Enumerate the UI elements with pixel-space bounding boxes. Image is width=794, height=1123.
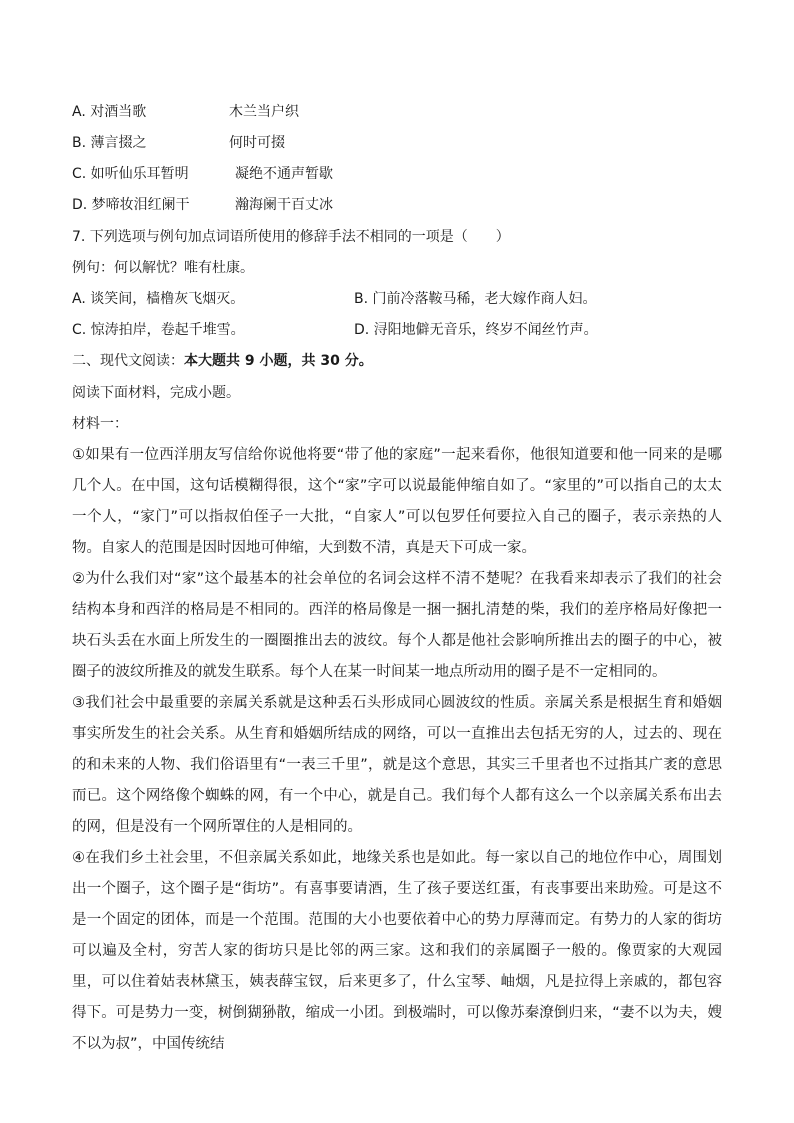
paragraph-2: ②为什么我们对“家”这个最基本的社会单位的名词会这样不清不楚呢？在我看来却表示了我们的社会结构本身和西洋的格局是不相同的。西洋的格局像是一捆一捆扎清楚的柴，我们的差序格局好像把一块石头丢在水面上所发生的一圈圈推出去的波纹。每个人都是他社会影响所推出去的圈子的中心，被圈子的波纹所推及的就发生联系。每个人在某一时间某一地点所动用的圈子是不一定相同的。 — [72, 571, 722, 680]
paragraph-4: ④在我们乡土社会里，不但亲属关系如此，地缘关系也是如此。每一家以自己的地位作中心，周围划出一个圈子，这个圈子是“街坊”。有喜事要请酒，生了孩子要送红蛋，有丧事要出来助殓。可是这不是一个固定的团体，而是一个范围。范围的大小也要依着中心的势力厚薄而定。有势力的人家的街坊可以遍及全村，穷苦人家的街坊只是比邻的两三家。这和我们的亲属圈子一般的。像贾家的大观园里，可以住着姑表林黛玉，姨表薛宝钗，后来更多了，什么宝琴、岫烟，凡是拉得上亲戚的，都包容得下。可是势力一变，树倒猢狲散，缩成一小团。到极端时，可以像苏秦潦倒归来，“妻不以为夫，嫂不以为叔”，中国传统结 — [72, 850, 722, 1052]
material-label: 材料一： — [72, 416, 128, 432]
section2-heading — [72, 351, 373, 371]
q6-option-a-left: A. 对酒当歌 — [72, 104, 147, 120]
paragraph-3: ③我们社会中最重要的亲属关系就是这种丢石头形成同心圆波纹的性质。亲属关系是根据生育和婚姻事实所发生的社会关系。从生育和婚姻所结成的网络，可以一直推出去包括无穷的人，过去的、现在的和未来的人物、我们俗语里有“一表三千里”，就是这个意思，其实三千里者也不过指其广袤的意思而已。这个网络像个蜘蛛的网，有一个中心，就是自己。我们每个人都有这么一个以亲属关系布出去的网，但是没有一个网所罩住的人是相同的。 — [72, 695, 722, 835]
section2-heading-detail: 本大题共 9 小题，共 30 分。 — [184, 353, 373, 369]
q7-option-a: A. 谈笑间，樯橹灰飞烟灭。 — [72, 291, 245, 307]
q7-option-c: C. 惊涛拍岸，卷起千堆雪。 — [72, 322, 245, 338]
q6-option-a-right: 木兰当户织 — [229, 104, 299, 120]
q6-option-c-left: C. 如听仙乐耳暂明 — [72, 166, 189, 182]
q6-option-b-left: B. 薄言掇之 — [72, 135, 147, 151]
q6-option-a — [72, 102, 146, 122]
q7-option-d: D. 浔阳地僻无音乐，终岁不闻丝竹声。 — [354, 322, 598, 338]
paragraph-1: ①如果有一位西洋朋友写信给你说他将要“带了他的家庭”一起来看你，他很知道要和他一同来的是哪几个人。在中国，这句话模糊得很，这个“家”字可以说最能伸缩自如了。“家里的”可以指自己的太太一个人，“家门”可以指叔伯侄子一大批，“自家人”可以包罗任何要拉入自己的圈子，表示亲热的人物。自家人的范围是因时因地可伸缩，大到数不清，真是天下可成一家。 — [72, 447, 722, 556]
q7-option-b: B. 门前冷落鞍马稀，老大嫁作商人妇。 — [354, 291, 597, 307]
q6-option-d-right: 瀚海阑干百丈冰 — [235, 197, 333, 213]
reading-instruction: 阅读下面材料，完成小题。 — [72, 385, 240, 401]
q7-example: 例句：何以解忧？唯有杜康。 — [72, 260, 254, 276]
q6-option-c-right: 凝绝不通声暂歇 — [235, 166, 333, 182]
q6-option-d-left: D. 梦啼妆泪红阑干 — [72, 197, 190, 213]
q7-stem: 7. 下列选项与例句加点词语所使用的修辞手法不相同的一项是（ ） — [72, 229, 510, 245]
q6-option-b-right: 何时可掇 — [229, 135, 285, 151]
section2-heading-prefix: 二、现代文阅读： — [72, 353, 184, 369]
